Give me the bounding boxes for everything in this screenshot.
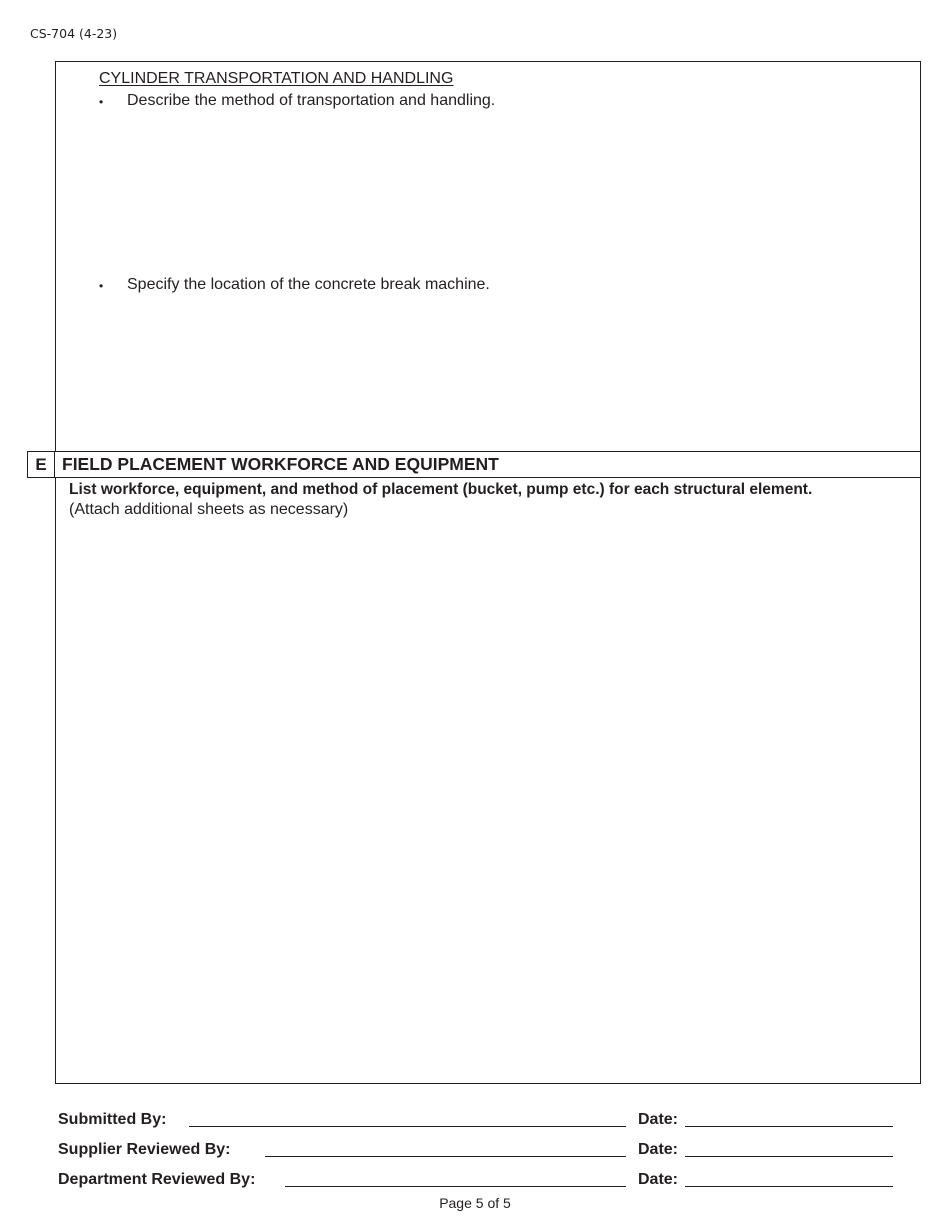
section-e-instruction: List workforce, equipment, and method of placement (bucket, pump etc.) for each structural element. xyxy=(69,481,813,498)
section-e-header xyxy=(27,451,921,478)
bullet-text: Describe the method of transportation and handling. xyxy=(127,92,496,109)
section-e-note: (Attach additional sheets as necessary) xyxy=(69,501,349,518)
cylinder-section-heading: CYLINDER TRANSPORTATION AND HANDLING xyxy=(99,70,454,87)
date-label: Date: xyxy=(638,1141,679,1158)
bullet-text: Specify the location of the concrete break machine. xyxy=(127,276,490,293)
submitted-by-line[interactable] xyxy=(189,1126,626,1127)
supplier-reviewed-line[interactable] xyxy=(265,1156,626,1157)
date-label: Date: xyxy=(638,1111,679,1128)
bullet-dot: • xyxy=(99,279,104,293)
date-label: Date: xyxy=(638,1171,679,1188)
form-code: CS-704 (4-23) xyxy=(30,26,118,41)
supplier-date-line[interactable] xyxy=(685,1156,893,1157)
cylinder-transportation-box xyxy=(55,61,921,451)
page-number: Page 5 of 5 xyxy=(439,1195,511,1211)
department-date-line[interactable] xyxy=(685,1186,893,1187)
section-letter: E xyxy=(28,452,55,477)
submitted-by-label: Submitted By: xyxy=(58,1111,167,1128)
department-reviewed-line[interactable] xyxy=(285,1186,626,1187)
department-reviewed-label: Department Reviewed By: xyxy=(58,1171,256,1188)
field-placement-entry-area[interactable] xyxy=(55,477,921,1084)
supplier-reviewed-label: Supplier Reviewed By: xyxy=(58,1141,231,1158)
section-title: FIELD PLACEMENT WORKFORCE AND EQUIPMENT xyxy=(62,454,499,474)
submitted-date-line[interactable] xyxy=(685,1126,893,1127)
bullet-dot: • xyxy=(99,95,104,109)
